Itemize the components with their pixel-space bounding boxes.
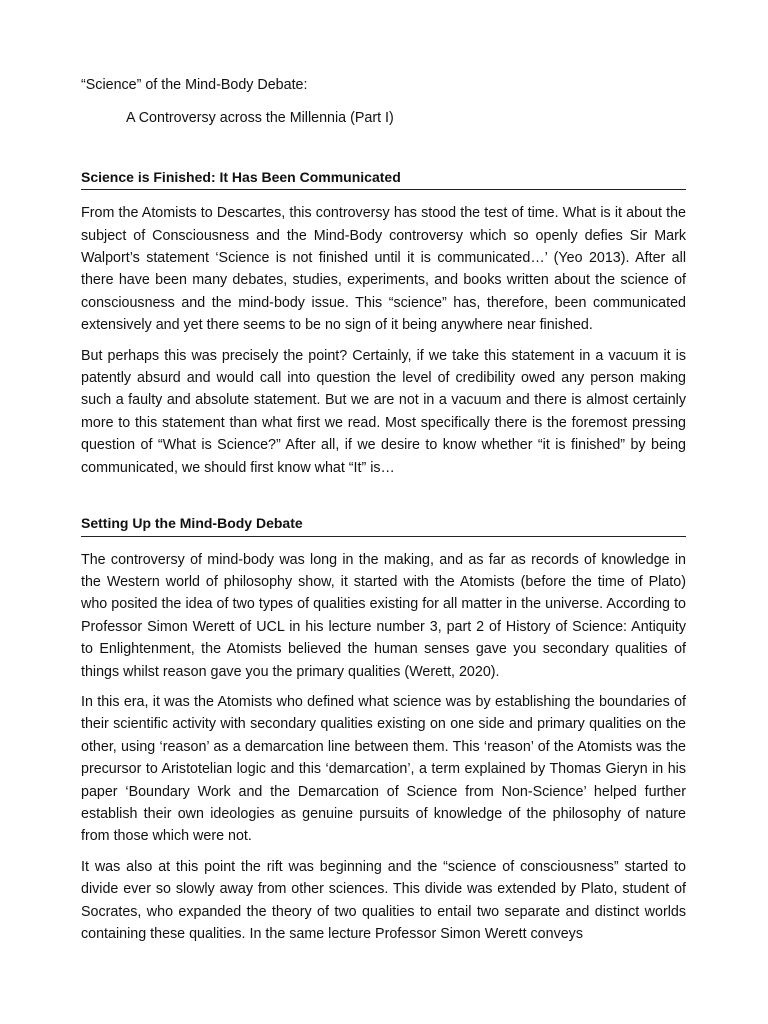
document-title: “Science” of the Mind-Body Debate: bbox=[81, 77, 308, 93]
paragraph: It was also at this point the rift was beginning and the “science of consciousness” started to divide ever so slowly away from other sciences. This divide was extended by Plato, student of Socrates, who expanded the theory of two qualities to entail two separate and distinct worlds containing these qualities. In the same lecture Professor Simon Werett conveys bbox=[81, 858, 686, 942]
document-subtitle: A Controversy across the Millennia (Part I) bbox=[126, 110, 394, 127]
section-heading-setting-up: Setting Up the Mind-Body Debate bbox=[81, 512, 686, 536]
document-body bbox=[81, 74, 686, 945]
paragraph: In this era, it was the Atomists who defined what science was by establishing the boundaries of their scientific activity with secondary qualities existing on one side and primary qualities on the other, using ‘reason’ as a demarcation line between them. This ‘reason’ of the Atomists was the precursor to Aristotelian logic and this ‘demarcation’, a term explained by Thomas Gieryn in his paper ‘Boundary Work and the Demarcation of Science from Non-Science’ helped further establish their own ideologies as genuine pursuits of knowledge of the philosophy of nature from those which were not. bbox=[81, 693, 686, 845]
paragraph: The controversy of mind-body was long in the making, and as far as records of knowledge in the Western world of philosophy show, it started with the Atomists (before the time of Plato) who posited the idea of two types of qualities existing for all matter in the universe. According to Professor Simon Werett of UCL in his lecture number 3, part 2 of History of Science: Antiquity to Enlightenment, the Atomists believed the human senses gave you secondary qualities of things whilst reason gave you the primary qualities (Werett, 2020). bbox=[81, 551, 686, 680]
paragraph: But perhaps this was precisely the point? Certainly, if we take this statement in a vacuum it is patently absurd and would call into question the level of credibility owed any person making such a faulty and absolute statement. But we are not in a vacuum and there is almost certainly more to this statement than what first we read. Most specifically there is the foremost pressing question of “What is Science?” After all, if we desire to know whether “it is finished” by being communicated, we should first know what “It” is… bbox=[81, 347, 686, 476]
section-heading-science-finished: Science is Finished: It Has Been Communicated bbox=[81, 166, 686, 190]
paragraph: From the Atomists to Descartes, this controversy has stood the test of time. What is it about the subject of Consciousness and the Mind-Body controversy which so openly defies Sir Mark Walport’s statement ‘Science is not finished until it is communicated…’ (Yeo 2013). After all there have been many debates, studies, experiments, and books written about the science of consciousness and the mind-body issue. This “science” has, therefore, been communicated extensively and yet there seems to be no sign of it being anywhere near finished. bbox=[81, 205, 686, 334]
